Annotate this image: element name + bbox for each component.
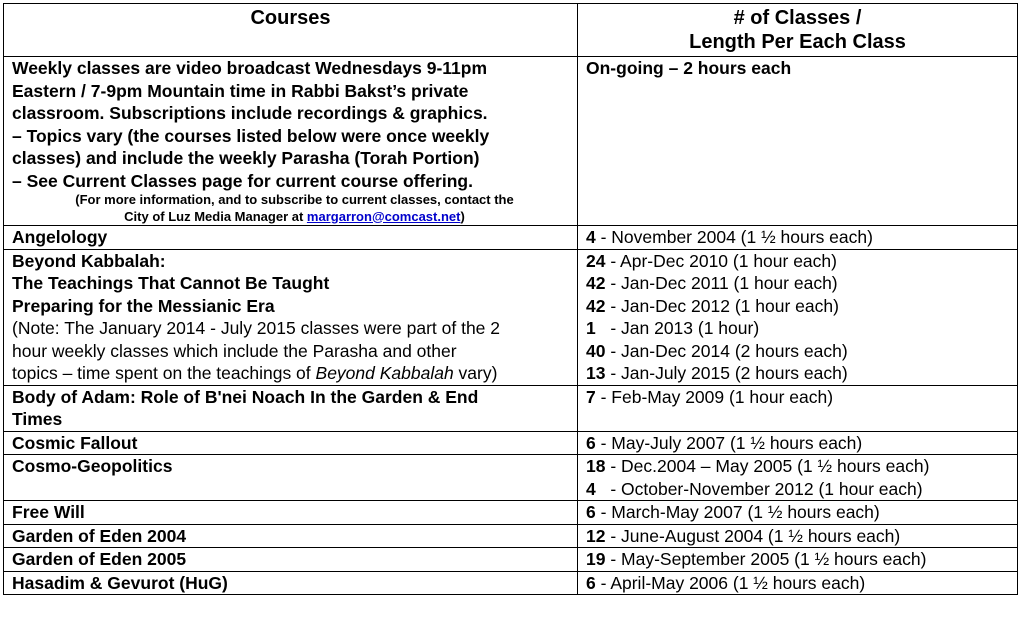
- class-period: - March-May 2007 (1 ½ hours each): [595, 502, 880, 522]
- schedule-cell: [578, 571, 1018, 595]
- class-count: 42: [586, 295, 606, 316]
- course-title-line: Beyond Kabbalah:: [12, 250, 166, 271]
- schedule-cell: [578, 385, 1018, 431]
- class-period: - Jan-July 2015 (2 hours each): [605, 363, 848, 383]
- course-name: [4, 249, 578, 385]
- class-count: 42: [586, 273, 606, 293]
- class-period: - Jan 2013 (1 hour): [595, 318, 760, 338]
- course-title-line: The Teachings That Cannot Be Taught: [12, 273, 330, 293]
- course-note-line: (Note: The January 2014 - July 2015 classes were part of the 2: [12, 318, 501, 338]
- course-note-line: hour weekly classes which include the Parasha and other: [12, 340, 457, 361]
- table-row-weekly: [4, 57, 1018, 226]
- table-row: [4, 548, 1018, 572]
- course-note-text: vary): [453, 363, 498, 383]
- class-count: 7: [586, 386, 596, 407]
- class-period: - May-July 2007 (1 ½ hours each): [595, 432, 863, 453]
- schedule-cell: [578, 226, 1018, 250]
- course-note-line: [12, 362, 577, 385]
- course-name: Cosmo-Geopolitics: [4, 455, 578, 501]
- schedule-entry: [586, 272, 1017, 295]
- course-name: Free Will: [4, 501, 578, 525]
- weekly-line: – See Current Classes page for current course offering.: [12, 170, 473, 191]
- table-row: [4, 431, 1018, 455]
- classes-header: [578, 4, 1018, 57]
- schedule-cell: [578, 548, 1018, 572]
- course-note-italic: Beyond Kabbalah: [315, 363, 454, 383]
- class-count: 24: [586, 250, 606, 271]
- table-row: [4, 455, 1018, 501]
- schedule-entry: [586, 432, 1017, 455]
- class-period: - Feb-May 2009 (1 hour each): [595, 386, 834, 407]
- class-count: 4: [586, 227, 596, 247]
- email-link[interactable]: margarron@comcast.net: [306, 208, 461, 224]
- contact-note-line1: (For more information, and to subscribe to current classes, contact the: [75, 192, 514, 207]
- course-name: Garden of Eden 2004: [4, 524, 578, 548]
- class-count: 6: [586, 432, 596, 453]
- course-name: [4, 385, 578, 431]
- class-period: - April-May 2006 (1 ½ hours each): [595, 572, 866, 593]
- contact-note-close: ): [460, 208, 465, 224]
- schedule-entry: [586, 501, 1017, 524]
- schedule-entry: [586, 548, 1017, 571]
- classes-header-line2: Length Per Each Class: [689, 31, 906, 53]
- schedule-entry: [586, 478, 1017, 501]
- class-count: 6: [586, 502, 596, 522]
- class-period: - Jan-Dec 2011 (1 hour each): [605, 273, 838, 293]
- weekly-line: Weekly classes are video broadcast Wednesdays 9-11pm: [12, 58, 488, 78]
- table-row: [4, 501, 1018, 525]
- class-period: - Dec.2004 – May 2005 (1 ½ hours each): [605, 456, 930, 476]
- schedule-cell: [578, 249, 1018, 385]
- contact-note-line2: [12, 209, 577, 226]
- class-count: 1: [586, 318, 596, 338]
- class-period: - Apr-Dec 2010 (1 hour each): [605, 250, 837, 271]
- course-note-text: topics – time spent on the teachings of: [12, 363, 316, 383]
- schedule-cell: [578, 431, 1018, 455]
- schedule-entry: [586, 455, 1017, 478]
- weekly-line: – Topics vary (the courses listed below were once weekly: [12, 125, 490, 146]
- weekly-line: classroom. Subscriptions include recordings & graphics.: [12, 103, 488, 123]
- class-period: - November 2004 (1 ½ hours each): [595, 227, 873, 247]
- class-period: - May-September 2005 (1 ½ hours each): [605, 549, 927, 569]
- class-count: 18: [586, 456, 606, 476]
- class-period: - October-November 2012 (1 hour each): [595, 478, 923, 499]
- table-row: [4, 385, 1018, 431]
- table-row: [4, 249, 1018, 385]
- class-count: 19: [586, 549, 606, 569]
- schedule-entry: [586, 362, 1017, 385]
- class-period: - Jan-Dec 2014 (2 hours each): [605, 340, 848, 361]
- schedule-entry: [586, 386, 1017, 409]
- schedule-entry: [586, 340, 1017, 363]
- schedule-cell: [578, 501, 1018, 525]
- schedule-entry: [586, 295, 1017, 318]
- class-period: - Jan-Dec 2012 (1 hour each): [605, 295, 839, 316]
- contact-note-text: City of Luz Media Manager at: [124, 208, 307, 224]
- class-count: 12: [586, 525, 606, 546]
- schedule-entry: [586, 525, 1017, 548]
- weekly-classes-description: [4, 57, 578, 226]
- course-name: Angelology: [4, 226, 578, 250]
- schedule-entry: [586, 226, 1017, 249]
- weekly-schedule: On-going – 2 hours each: [578, 57, 1018, 226]
- course-title-line: Body of Adam: Role of B'nei Noach In the Garden & End: [12, 386, 479, 407]
- courses-table: [3, 3, 1018, 595]
- header-row: [4, 4, 1018, 57]
- table-row: [4, 571, 1018, 595]
- class-count: 6: [586, 572, 596, 593]
- weekly-line: classes) and include the weekly Parasha (Torah Portion): [12, 148, 480, 168]
- table-row: [4, 226, 1018, 250]
- class-count: 40: [586, 340, 606, 361]
- class-count: 4: [586, 478, 596, 499]
- courses-header: Courses: [4, 4, 578, 57]
- schedule-cell: [578, 524, 1018, 548]
- table-row: [4, 524, 1018, 548]
- classes-header-line1: # of Classes /: [733, 7, 862, 29]
- course-title-line: Preparing for the Messianic Era: [12, 295, 275, 316]
- course-name: Garden of Eden 2005: [4, 548, 578, 572]
- schedule-entry: [586, 250, 1017, 273]
- class-period: - June-August 2004 (1 ½ hours each): [605, 525, 901, 546]
- schedule-entry: [586, 317, 1017, 340]
- schedule-entry: [586, 572, 1017, 595]
- schedule-cell: [578, 455, 1018, 501]
- weekly-line: Eastern / 7-9pm Mountain time in Rabbi Bakst’s private: [12, 80, 469, 101]
- course-name: Cosmic Fallout: [4, 431, 578, 455]
- class-count: 13: [586, 363, 606, 383]
- course-name: Hasadim & Gevurot (HuG): [4, 571, 578, 595]
- course-title-line: Times: [12, 409, 63, 429]
